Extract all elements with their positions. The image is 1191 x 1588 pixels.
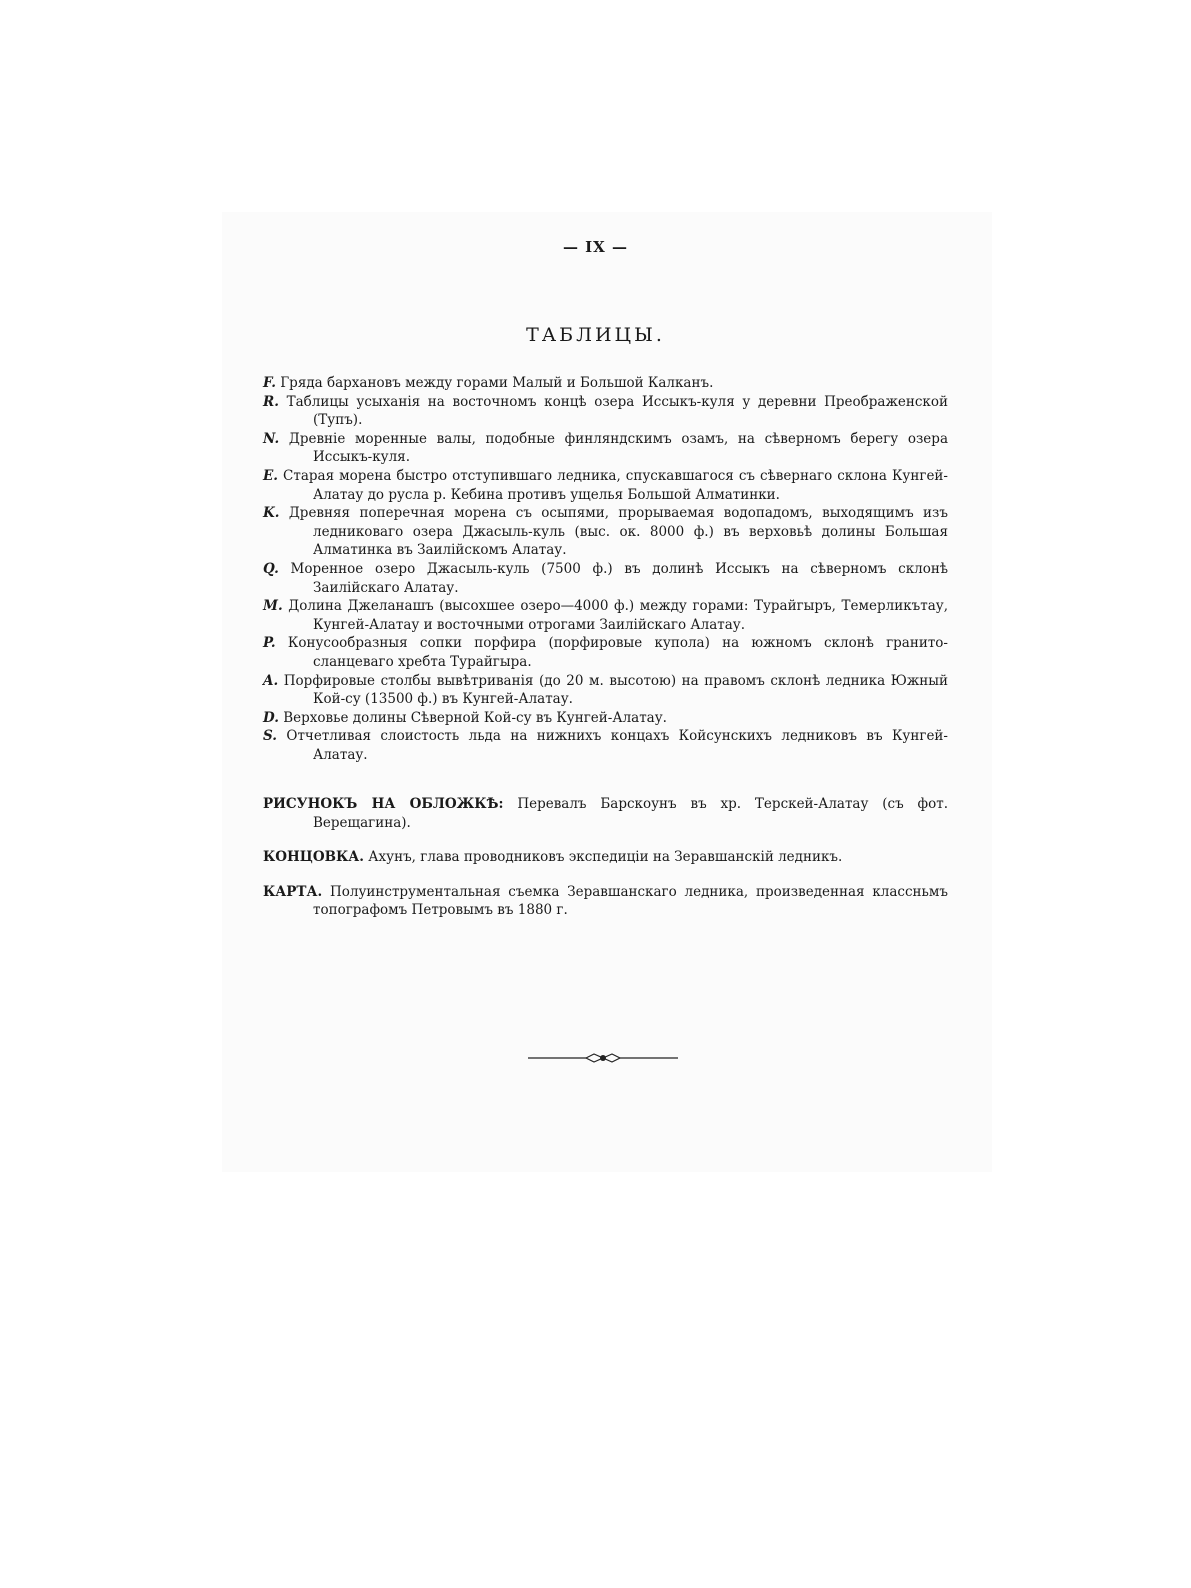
plate-description: Долина Джеланашъ (высохшее озеро—4000 ф.) между горами: Турайгыръ, Темерликътау, Кунгей-Алатау и восточными отрогами Заилійскаго Алатау. [288,598,948,633]
cover-illustration-entry [263,795,948,832]
entry-description: Ахунъ, глава проводниковъ экспедиціи на Зеравшанскій ледникъ. [368,849,843,866]
plate-letter: R. [263,393,279,410]
plate-letter: S. [263,728,277,745]
plate-item [263,560,948,597]
page-number: — IX — [562,238,629,256]
plate-item [263,727,948,764]
plate-item [263,430,948,467]
plate-description: Порфировые столбы вывѣтриванія (до 20 м. высотою) на правомъ склонѣ ледника Южный Кой-су (13500 ф.) въ Кунгей-Алатау. [283,672,949,708]
entry-description: Перевалъ Барскоунъ въ хр. Терскей-Алатау (съ фот. Верещагина). [313,796,948,831]
plate-description: Древніе моренные валы, подобные финляндскимъ озамъ, на сѣверномъ берегу озера Иссыкъ-куля. [288,430,948,466]
additional-illustrations [263,795,948,936]
plate-description: Конусообразныя сопки порфира (порфировые купола) на южномъ склонѣ гранито-сланцеваго хребта Турайгыра. [287,635,948,670]
plate-item [263,597,948,634]
plate-item [263,393,948,430]
plate-description: Моренное озеро Джасыль-куль (7500 ф.) въ долинѣ Иссыкъ на сѣверномъ склонѣ Заилійскаго Алатау. [290,560,948,596]
plate-description: Древняя поперечная морена съ осыпями, прорываемая водопадомъ, выходящимъ изъ ледниковаго озера Джасыль-куль (выс. ок. 8000 ф.) въ верховьѣ долины Большая Алматинка въ Заилійскомъ Алатау. [288,505,948,559]
entry-label: РИСУНОКЪ НА ОБЛОЖКѢ: [263,796,504,812]
entry-label: КАРТА. [263,883,323,900]
plate-description: Таблицы усыханія на восточномъ концѣ озера Иссыкъ-куля у деревни Преображенской (Тупъ). [286,393,948,429]
plate-letter: M. [263,598,283,615]
tailpiece-ornament-icon [528,1052,678,1064]
plate-description: Верховье долины Сѣверной Кой-су въ Кунгей-Алатау. [283,709,667,726]
plate-letter: E. [263,467,278,484]
plate-letter: Q. [263,560,279,577]
plate-letter: P. [263,635,276,652]
plate-letter: N. [263,430,280,447]
plate-letter: D. [263,709,279,726]
plate-letter: F. [263,375,276,391]
plate-item [263,672,948,709]
plate-description: Старая морена быстро отступившаго ледника, спускавшагося съ сѣвернаго склона Кунгей-Алатау до русла р. Кебина противъ ущелья Большой Алматинки. [283,467,948,503]
tailpiece-entry [263,848,948,867]
plate-item [263,504,948,560]
plate-letter: A. [263,672,279,689]
plate-item [263,634,948,671]
entry-description: Полуинструментальная съемка Зеравшанскаго ледника, произведенная классньмъ топографомъ Петровымъ въ 1880 г. [313,883,948,919]
plate-description: Гряда бархановъ между горами Малый и Большой Калканъ. [280,375,714,391]
entry-label: КОНЦОВКА. [263,849,364,866]
map-entry [263,883,948,920]
page-title: ТАБЛИЦЫ. [526,324,665,346]
plate-description: Отчетливая слоистость льда на нижнихъ концахъ Койсунскихъ ледниковъ въ Кунгей-Алатау. [286,728,948,763]
plate-item [263,374,948,393]
plate-letter: K. [263,505,280,522]
plate-item [263,709,948,728]
plate-item [263,467,948,504]
plates-list [263,374,948,764]
